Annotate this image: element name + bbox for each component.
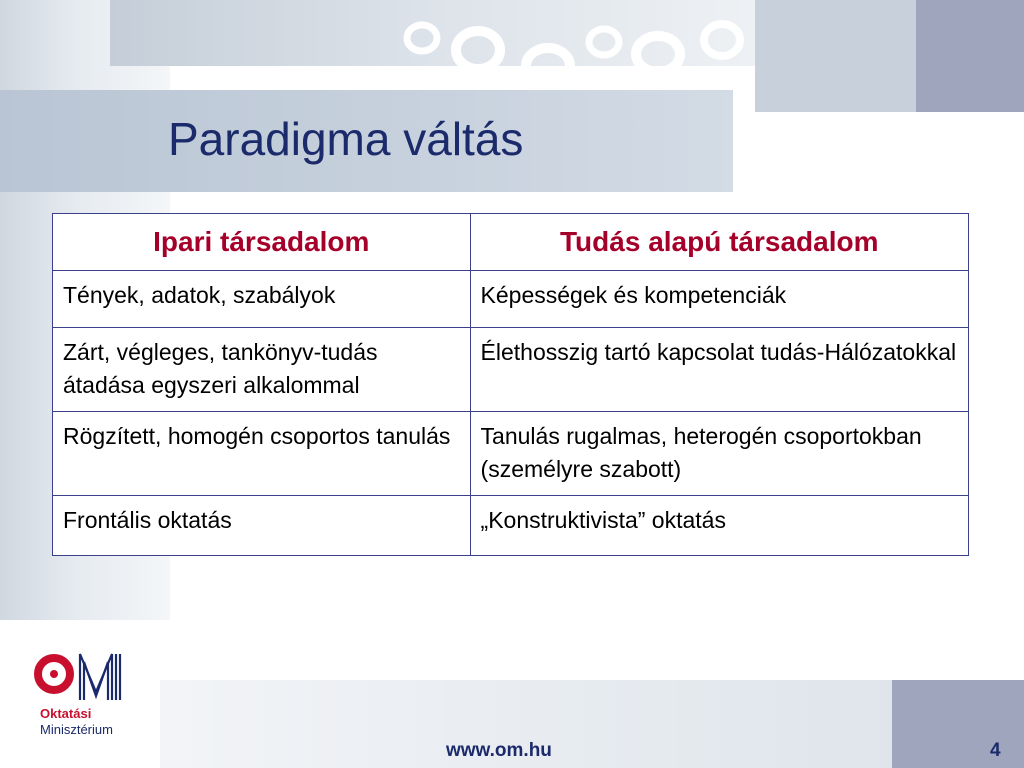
table-cell: Rögzített, homogén csoportos tanulás xyxy=(53,412,471,496)
logo-text-miniszterium: Minisztérium xyxy=(40,722,113,737)
table-row xyxy=(53,412,969,496)
table-cell: Élethosszig tartó kapcsolat tudás-Hálózatokkal xyxy=(470,328,968,412)
table-header-row xyxy=(53,214,969,271)
table-cell: Tanulás rugalmas, heterogén csoportokban (személyre szabott) xyxy=(470,412,968,496)
header-knowledge-society: Tudás alapú társadalom xyxy=(470,214,968,271)
page-number: 4 xyxy=(990,740,1001,761)
footer-website-link[interactable]: www.om.hu xyxy=(446,740,552,761)
table-row xyxy=(53,328,969,412)
table-cell: Tények, adatok, szabályok xyxy=(53,271,471,328)
table-cell: „Konstruktivista” oktatás xyxy=(470,496,968,556)
table-row xyxy=(53,271,969,328)
om-logo-icon xyxy=(34,648,134,708)
corner-block-dark xyxy=(916,0,1024,112)
header-industrial-society: Ipari társadalom xyxy=(53,214,471,271)
table-cell: Frontális oktatás xyxy=(53,496,471,556)
comparison-table xyxy=(52,213,969,556)
corner-block-light xyxy=(755,0,917,112)
table-cell: Képességek és kompetenciák xyxy=(470,271,968,328)
table-cell: Zárt, végleges, tankönyv-tudás átadása egyszeri alkalommal xyxy=(53,328,471,412)
corner-block-bottom xyxy=(892,680,1024,768)
slide-title: Paradigma váltás xyxy=(168,113,524,165)
decorative-circles xyxy=(400,8,760,88)
table-row xyxy=(53,496,969,556)
logo-text-oktatasi: Oktatási xyxy=(40,706,92,721)
